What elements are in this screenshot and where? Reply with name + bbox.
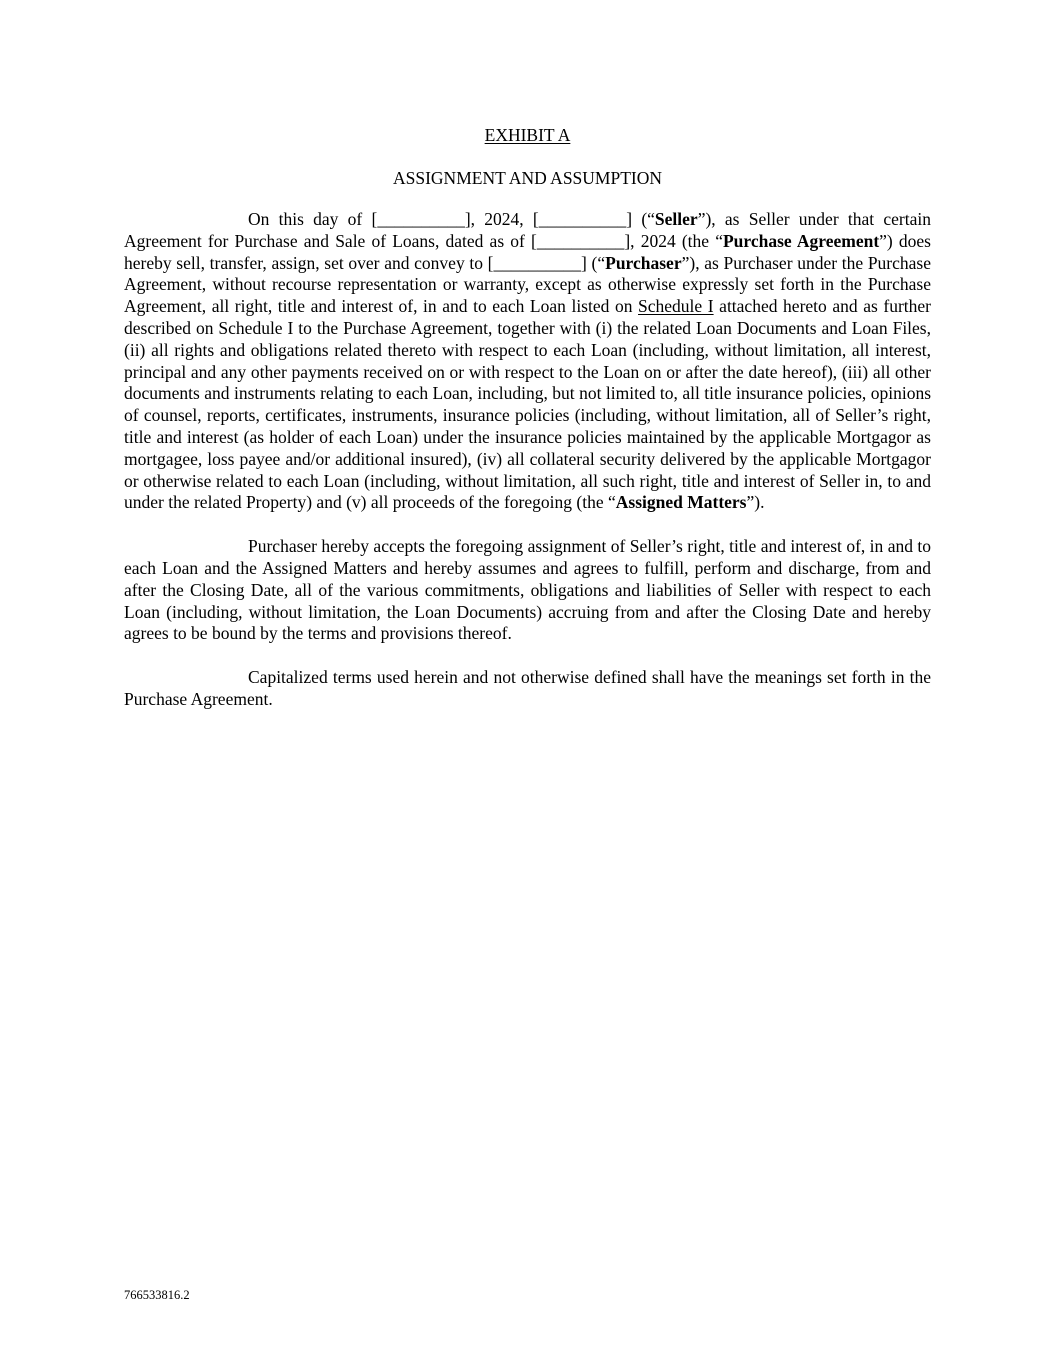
p1-text-5: attached hereto and as further described on Schedule I to the Purchase Agreement, together with (i) the related Loan Documents and Loan Files, (ii) all rights and obligations related thereto with respect to each Loan (including, without limitation, all interest, principal and any other payments received on or with respect to the Loan on or after the date hereof), (iii) all other documents and instruments relating to each Loan, including, but not limited to, all title insurance policies, opinions of counsel, reports, certificates, instruments, insurance policies (including, without limitation, all of Seller’s right, title and interest (as holder of each Loan) under the insurance policies maintained by the applicable Mortgagor as mortgagee, loss payee and/or additional insured), (iv) all collateral security delivered by the applicable Mortgagor or otherwise related to each Loan (including, without limitation, all such right, title and interest of Seller in, to and under the related Property) and (v) all proceeds of the foregoing (the “ — [124, 296, 931, 513]
p1-text-1: On this day of [__________], 2024, [__________] (“ — [248, 209, 655, 229]
defined-term-seller: Seller — [654, 209, 698, 229]
paragraph-definitions: Capitalized terms used herein and not otherwise defined shall have the meanings set forth in the Purchase Agreement. — [124, 667, 931, 709]
p1-text-4: ”), as Purchaser under the Purchase Agreement, without recourse representation or warranty, except as otherwise expressly set forth in the Purchase Agreement, all right, title and interest of, in and to each Loan listed on — [124, 252, 931, 317]
schedule-reference: Schedule I — [638, 296, 714, 317]
document-body — [124, 209, 931, 733]
document-id-footer: 766533816.2 — [124, 1288, 190, 1302]
p1-text-2: ”), as Seller under that certain Agreement for Purchase and Sale of Loans, dated as of [__________], 2024 (the “ — [124, 209, 931, 251]
defined-term-purchaser: Purchaser — [605, 252, 682, 273]
p1-text-6: ”). — [746, 492, 765, 513]
paragraph-assumption: Purchaser hereby accepts the foregoing assignment of Seller’s right, title and interest of, in and to each Loan and the Assigned Matters and hereby assumes and agrees to fulfill, perform and discharge, from and after the Closing Date, all of the various commitments, obligations and liabilities of Seller with respect to each Loan (including, without limitation, the Loan Documents) accruing from and after the Closing Date and hereby agrees to be bound by the terms and provisions thereof. — [124, 536, 931, 644]
defined-term-assigned-matters: Assigned Matters — [615, 492, 747, 513]
p1-text-3: ”) does hereby sell, transfer, assign, set over and convey to [__________] (“ — [124, 230, 931, 273]
paragraph-assignment — [124, 209, 931, 514]
defined-term-purchase-agreement: Purchase Agreement — [722, 230, 880, 251]
exhibit-heading — [0, 124, 1055, 146]
document-title: ASSIGNMENT AND ASSUMPTION — [392, 168, 663, 188]
exhibit-label: EXHIBIT A — [484, 125, 571, 145]
